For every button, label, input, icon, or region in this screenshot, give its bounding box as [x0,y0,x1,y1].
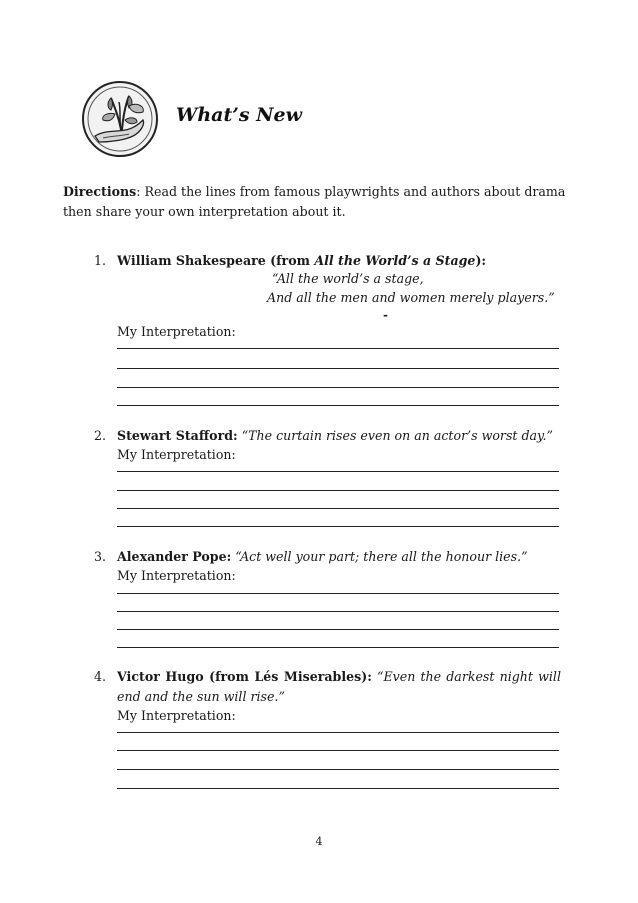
item-author: Stewart Stafford: [117,428,238,443]
item-author: William Shakespeare (from [117,253,315,268]
interpretation-label: My Interpretation: [117,708,236,723]
directions-label: Directions [63,184,137,199]
item-author: Alexander Pope: [117,549,232,564]
directions-text: : Read the lines from famous playwrights and authors about drama then share your own interpretation about it. [63,184,566,219]
item-number: 3. [94,549,107,564]
item-work-title: All the World’s a Stage [314,253,476,268]
marker: - [383,308,388,322]
interpretation-label: My Interpretation: [117,324,236,339]
hand-with-plant-icon [81,80,159,158]
answer-line[interactable] [117,647,559,648]
quote-line: And all the men and women merely players.” [267,290,555,305]
answer-line[interactable] [117,508,559,509]
answer-line[interactable] [117,629,559,630]
page-number: 4 [315,835,323,848]
item-quote: “The curtain rises even on an actor’s worst day.” [241,428,553,443]
section-title: What’s New [176,104,302,126]
answer-line[interactable] [117,732,559,733]
answer-line[interactable] [117,387,559,388]
answer-line[interactable] [117,471,559,472]
interpretation-label: My Interpretation: [117,568,236,583]
interpretation-label: My Interpretation: [117,447,236,462]
answer-line[interactable] [117,769,559,770]
answer-line[interactable] [117,490,559,491]
item-author-suffix: ): [475,253,487,268]
item-quote: “Act well your part; there all the honour lies.” [235,549,528,564]
answer-line[interactable] [117,405,559,406]
item-number: 4. [94,669,107,684]
answer-line[interactable] [117,750,559,751]
answer-line[interactable] [117,348,559,349]
item-quote: “Even the darkest night will end and the sun will rise.” [117,669,561,704]
item-number: 2. [94,428,107,443]
item-number: 1. [94,253,107,268]
directions [63,182,573,222]
answer-line[interactable] [117,368,559,369]
answer-line[interactable] [117,788,559,789]
item-author: Victor Hugo (from Lés Miserables): [117,669,372,684]
quote-line: “All the world’s a stage, [272,271,424,286]
answer-line[interactable] [117,526,559,527]
answer-line[interactable] [117,593,559,594]
answer-line[interactable] [117,611,559,612]
